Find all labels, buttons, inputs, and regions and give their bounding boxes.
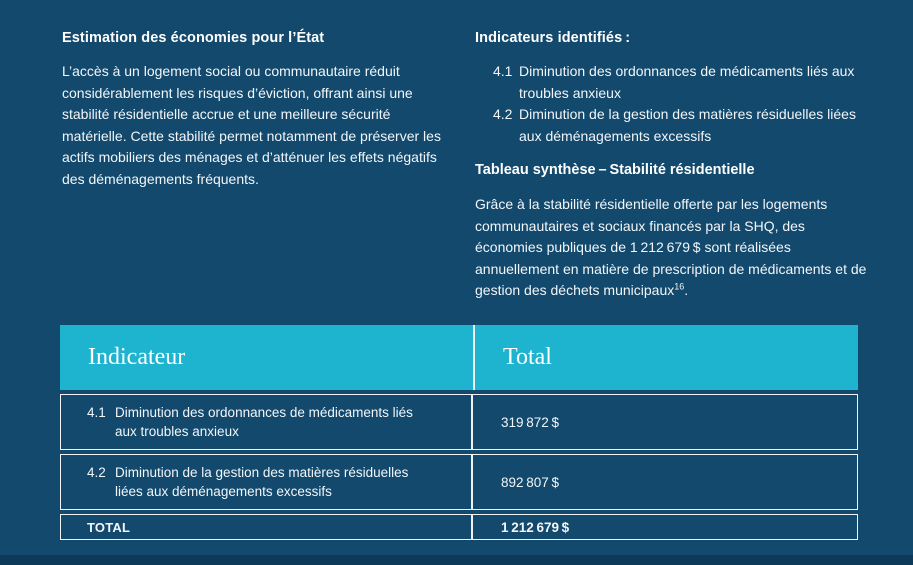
left-column: [62, 30, 455, 302]
row-total-value: 319 872 $: [501, 414, 559, 430]
indicator-number: 4.2: [493, 106, 513, 122]
left-column-paragraph: L’accès à un logement social ou communautaire réduit considérablement les risques d’éviction, offrant ainsi une stabilité résidentielle accrue et une meilleure sécurité matérielle. Cette stabilité permet notamment de préserver les actifs mobiliers des ménages et d’atténuer les effets négatifs des déménagements fréquents.: [62, 63, 441, 187]
synthesis-table: [60, 325, 858, 540]
right-column-paragraph: [475, 194, 870, 302]
page-footer-strip: [0, 555, 913, 565]
indicators-heading: Indicateurs identifiés :: [475, 30, 631, 46]
indicators-list: [493, 61, 870, 147]
table-header-row: [60, 325, 858, 390]
row-indicator-number: 4.1: [87, 405, 106, 420]
indicator-number: 4.1: [493, 63, 513, 79]
table-row: [60, 394, 858, 450]
row-indicator-label: Diminution des ordonnances de médicaments liés aux troubles anxieux: [115, 405, 413, 439]
total-row-value: 1 212 679 $: [501, 519, 570, 535]
left-column-heading: Estimation des économies pour l’État: [62, 30, 325, 46]
table-row: [60, 454, 858, 510]
indicator-text: Diminution de la gestion des matières résiduelles liées aux déménagements excessifs: [519, 106, 856, 144]
indicator-text: Diminution des ordonnances de médicaments liés aux troubles anxieux: [519, 63, 855, 101]
table-header-indicateur: Indicateur: [88, 344, 186, 370]
footnote-reference: 16: [674, 281, 685, 292]
list-item: [493, 104, 870, 147]
list-item: [493, 61, 870, 104]
paragraph-text: Grâce à la stabilité résidentielle offerte par les logements communautaires et sociaux financés par la SHQ, des économies publiques de 1 212 679 $ sont réalisées annuellement en matière de prescription de médicaments et de gestion des déchets municipaux: [475, 196, 867, 298]
table-synthesis-heading: Tableau synthèse – Stabilité résidentielle: [475, 162, 755, 178]
row-total-value: 892 807 $: [501, 474, 559, 490]
total-row-label: TOTAL: [61, 515, 473, 539]
paragraph-period: .: [684, 282, 689, 298]
right-column: [475, 30, 870, 302]
table-header-total: Total: [473, 325, 858, 390]
top-text-section: [62, 30, 870, 302]
table-total-row: [60, 514, 858, 540]
row-indicator-number: 4.2: [87, 465, 106, 480]
row-indicator-label: Diminution de la gestion des matières résiduelles liées aux déménagements excessifs: [115, 465, 409, 499]
